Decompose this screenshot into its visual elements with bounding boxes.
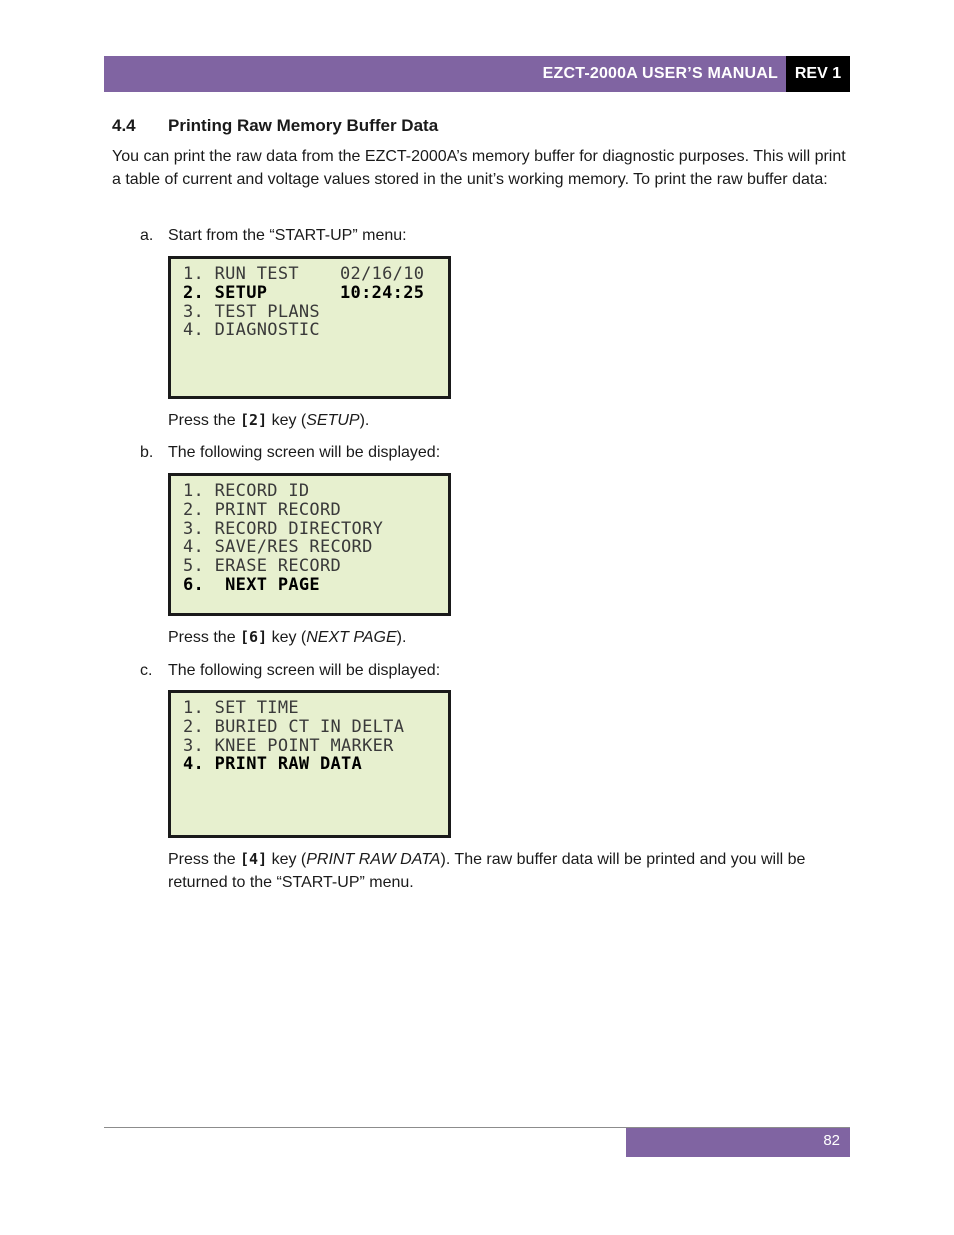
- page-number: 82: [823, 1132, 840, 1149]
- lcd-line: 3. TEST PLANS: [183, 301, 320, 322]
- manual-title: EZCT-2000A USER’S MANUAL: [542, 65, 778, 82]
- step-text: The following screen will be displayed:: [168, 444, 441, 461]
- step-a: [140, 224, 407, 247]
- step-letter: c.: [140, 662, 153, 679]
- press-text: Press the: [168, 851, 241, 868]
- lcd-content: [183, 699, 404, 774]
- lcd-screen-setup-page-2: [168, 690, 451, 838]
- step-b: [140, 441, 440, 464]
- lcd-content: [183, 264, 425, 341]
- intro-paragraph: You can print the raw data from the EZCT-2000A’s memory buffer for diagnostic purposes. This will print a table of current and voltage values stored in the unit’s working memory. To print the raw buffer data:: [112, 148, 846, 188]
- revision-badge: REV 1: [786, 56, 850, 92]
- lcd-line: 1. SET TIME: [183, 698, 299, 718]
- press-text: key (: [267, 851, 307, 868]
- lcd-content: [183, 482, 383, 595]
- press-text: key (: [267, 629, 307, 646]
- key-function: NEXT PAGE: [306, 629, 397, 646]
- lcd-line-selected: 2. SETUP: [183, 282, 268, 303]
- step-letter: a.: [140, 227, 154, 244]
- footer-page-band: [626, 1128, 850, 1157]
- key-label: [4]: [240, 850, 268, 868]
- section-number: 4.4: [112, 116, 136, 135]
- key-label: [2]: [240, 411, 268, 429]
- press-text: ). The raw buffer data will be printed and you will be returned to the “START-UP” menu.: [168, 851, 806, 891]
- lcd-line: 3. RECORD DIRECTORY: [183, 518, 384, 539]
- press-text: ).: [359, 412, 370, 429]
- press-text: Press the: [168, 629, 241, 646]
- lcd-time: 10:24:25: [340, 282, 425, 303]
- press-instruction-b: [168, 626, 406, 649]
- step-text: Start from the “START-UP” menu:: [168, 227, 407, 244]
- press-text: ).: [396, 629, 407, 646]
- lcd-line: 5. ERASE RECORD: [183, 556, 342, 577]
- header-band: [104, 56, 850, 92]
- section-heading: [112, 116, 438, 136]
- lcd-line: 1. RUN TEST: [183, 264, 299, 284]
- press-instruction-a: [168, 409, 369, 432]
- key-label: [6]: [240, 628, 268, 646]
- key-function: PRINT RAW DATA: [306, 851, 441, 868]
- step-c: [140, 659, 440, 682]
- lcd-screen-setup-menu: [168, 473, 451, 616]
- step-text: The following screen will be displayed:: [168, 662, 441, 679]
- key-function: SETUP: [306, 412, 360, 429]
- lcd-line: 2. BURIED CT IN DELTA: [183, 716, 405, 737]
- lcd-line-selected: 6. NEXT PAGE: [183, 574, 320, 595]
- lcd-date: 02/16/10: [340, 264, 425, 284]
- lcd-screen-startup-menu: [168, 256, 451, 399]
- lcd-line-selected: 4. PRINT RAW DATA: [183, 754, 363, 775]
- lcd-line: 1. RECORD ID: [183, 481, 310, 501]
- lcd-line: 3. KNEE POINT MARKER: [183, 735, 394, 756]
- step-letter: b.: [140, 444, 154, 461]
- lcd-line: 4. DIAGNOSTIC: [183, 320, 320, 341]
- press-instruction-c: [168, 848, 848, 894]
- lcd-line: 2. PRINT RECORD: [183, 499, 342, 520]
- press-text: key (: [267, 412, 307, 429]
- lcd-line: 4. SAVE/RES RECORD: [183, 537, 373, 558]
- section-title: Printing Raw Memory Buffer Data: [168, 116, 439, 135]
- press-text: Press the: [168, 412, 241, 429]
